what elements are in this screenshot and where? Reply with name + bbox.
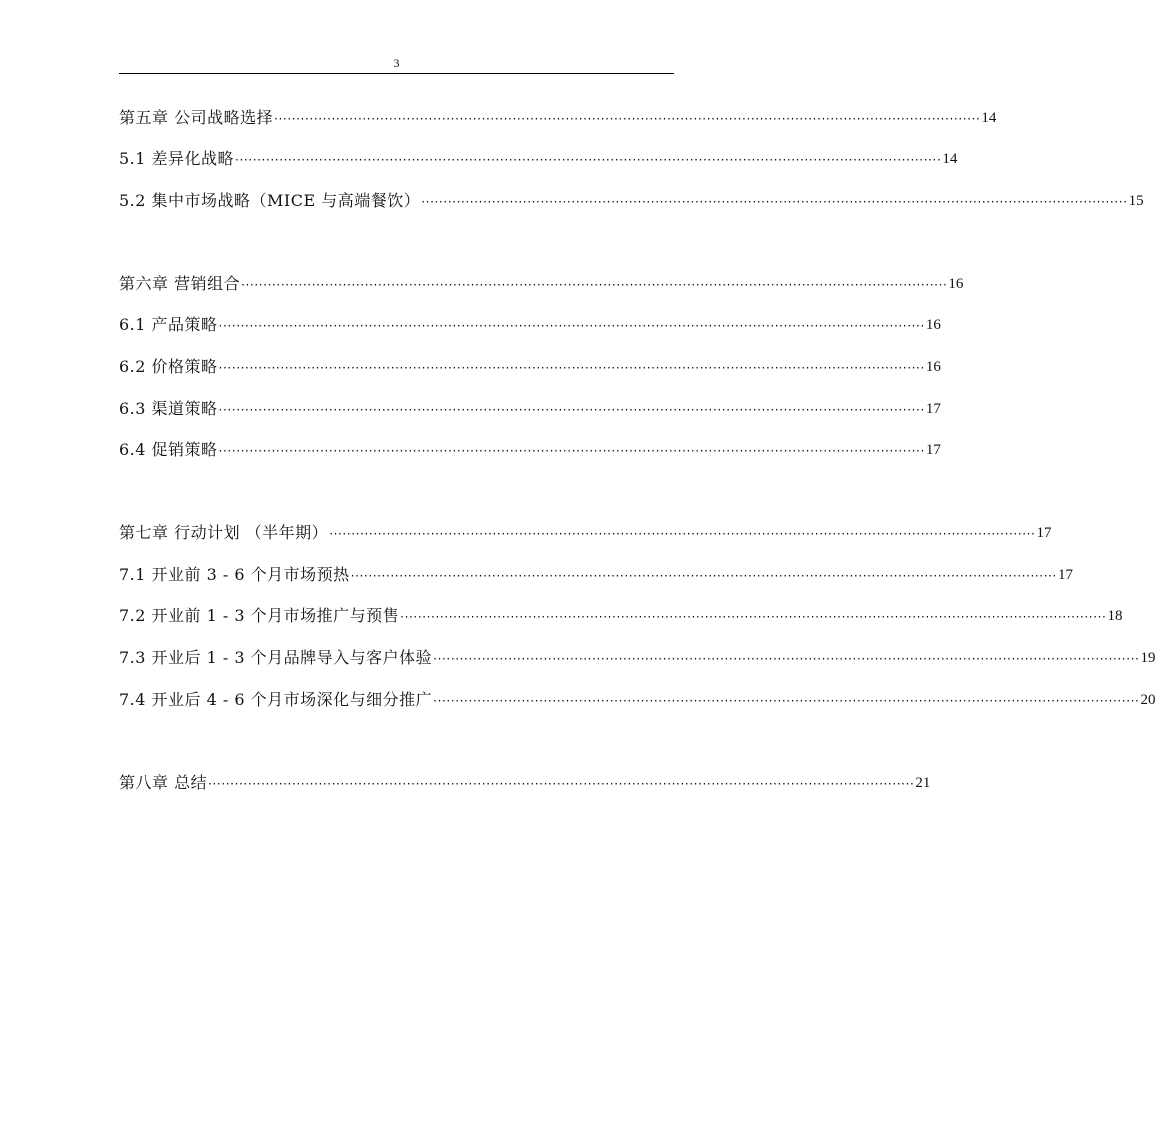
dot-leader: ································································································································································ [329,527,1036,541]
toc-entry-5-2[interactable] [119,188,1144,212]
toc-entry-page: 18 [1107,608,1123,624]
dot-leader: ································································································································································ [241,278,948,292]
toc-entry-6-1[interactable] [119,312,941,336]
dot-leader: ································································································································································ [208,777,915,791]
toc-entry-chapter-6[interactable] [119,271,964,295]
toc-entry-title: 6.4 促销策略 [119,440,218,459]
toc-entry-chapter-7[interactable] [119,520,1052,544]
toc-entry-title: 5.1 差异化战略 [119,149,235,168]
toc-entry-page: 14 [981,110,997,126]
dot-leader: ································································································································································ [433,694,1140,708]
dot-leader: ································································································································································ [400,610,1107,624]
toc-entry-page: 17 [925,442,941,458]
dot-leader: ································································································································································ [235,153,942,167]
toc-entry-title: 7.2 开业前 1 - 3 个月市场推广与预售 [119,606,400,625]
dot-leader: ································································································································································ [218,444,925,458]
header-rule [119,73,674,74]
toc-entry-title: 第八章 总结 [119,773,208,792]
toc-entry-chapter-5[interactable] [119,105,997,129]
dot-leader: ································································································································································ [350,569,1057,583]
toc-entry-title: 7.1 开业前 3 - 6 个月市场预热 [119,565,350,584]
toc-entry-title: 5.2 集中市场战略（MICE 与高端餐饮） [119,191,421,210]
dot-leader: ································································································································································ [218,403,925,417]
toc-entry-page: 14 [942,151,958,167]
toc-entry-page: 16 [925,317,941,333]
toc-entry-page: 17 [925,401,941,417]
toc-entry-6-2[interactable] [119,354,941,378]
toc-entry-title: 第六章 营销组合 [119,274,241,293]
toc-entry-7-2[interactable] [119,603,1123,627]
toc-entry-page: 17 [1057,567,1073,583]
toc-entry-title: 6.1 产品策略 [119,315,218,334]
toc-entry-7-4[interactable] [119,687,1155,711]
page-number: 3 [393,56,400,70]
dot-leader: ································································································································································ [218,361,925,375]
toc-entry-page: 15 [1128,193,1144,209]
dot-leader: ································································································································································ [274,112,981,126]
toc-entry-5-1[interactable] [119,146,958,170]
toc-entry-6-3[interactable] [119,396,941,420]
dot-leader: ································································································································································ [421,195,1128,209]
toc-entry-page: 16 [925,359,941,375]
toc-entry-7-3[interactable] [119,645,1155,669]
toc-entry-7-1[interactable] [119,562,1073,586]
toc-entry-title: 6.3 渠道策略 [119,399,218,418]
toc-entry-title: 6.2 价格策略 [119,357,218,376]
toc-entry-title: 第七章 行动计划 （半年期） [119,523,329,542]
dot-leader: ································································································································································ [218,319,925,333]
toc-entry-title: 第五章 公司战略选择 [119,108,274,127]
toc-entry-page: 21 [915,775,931,791]
toc-entry-page: 17 [1036,525,1052,541]
toc-entry-page: 20 [1140,692,1155,708]
toc-entry-6-4[interactable] [119,437,941,461]
toc-entry-page: 19 [1140,650,1155,666]
toc-entry-chapter-8[interactable] [119,770,931,794]
toc-entry-title: 7.4 开业后 4 - 6 个月市场深化与细分推广 [119,690,433,709]
dot-leader: ································································································································································ [433,652,1140,666]
toc-entry-page: 16 [948,276,964,292]
toc-entry-title: 7.3 开业后 1 - 3 个月品牌导入与客户体验 [119,648,433,667]
